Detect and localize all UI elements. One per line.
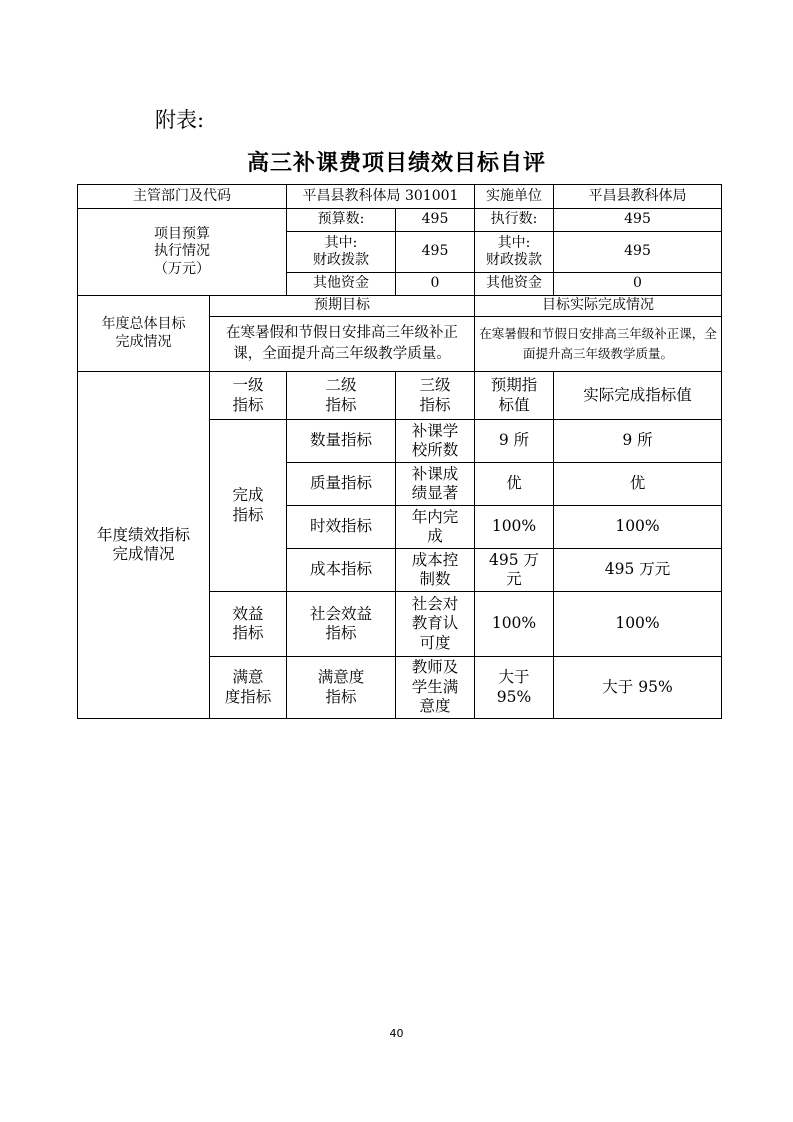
- row-level2: 成本指标: [287, 549, 396, 592]
- row-actual: 9 所: [554, 420, 722, 463]
- col-expected-header: 预期指 标值: [475, 372, 554, 420]
- col-level1-header: 一级 指标: [210, 372, 287, 420]
- group-output: 完成 指标: [210, 420, 287, 592]
- group-benefit: 效益 指标: [210, 592, 287, 657]
- col-level3-header: 三级 指标: [396, 372, 475, 420]
- expected-goal-text: 在寒暑假和节假日安排高三年级补正课，全面提升高三年级教学质量。: [210, 317, 475, 372]
- actual-goal-header: 目标实际完成情况: [475, 296, 722, 317]
- other-funds-label: 其他资金: [287, 273, 396, 296]
- of-which-value: 495: [396, 232, 475, 273]
- dept-value: 平昌县教科体局 301001: [287, 185, 475, 209]
- budget-label: 项目预算 执行情况 （万元）: [78, 209, 287, 296]
- budget-num-value: 495: [396, 209, 475, 232]
- row-level3: 成本控 制数: [396, 549, 475, 592]
- other-funds-value: 0: [396, 273, 475, 296]
- row-level3: 教师及 学生满 意度: [396, 657, 475, 719]
- row-level2: 质量指标: [287, 463, 396, 506]
- of-which-label-actual: 其中: 财政拨款: [475, 232, 554, 273]
- budget-num-label: 预算数:: [287, 209, 396, 232]
- col-level2-header: 二级 指标: [287, 372, 396, 420]
- row-expected: 优: [475, 463, 554, 506]
- row-level2: 社会效益 指标: [287, 592, 396, 657]
- row-level3: 社会对 教育认 可度: [396, 592, 475, 657]
- row-level3: 补课学 校所数: [396, 420, 475, 463]
- row-expected: 100%: [475, 592, 554, 657]
- row-actual: 100%: [554, 506, 722, 549]
- page-title: 高三补课费项目绩效目标自评: [246, 150, 546, 176]
- row-level2: 时效指标: [287, 506, 396, 549]
- row-expected: 大于 95%: [475, 657, 554, 719]
- impl-value: 平昌县教科体局: [554, 185, 722, 209]
- impl-label: 实施单位: [475, 185, 554, 209]
- perf-label: 年度绩效指标 完成情况: [78, 372, 210, 719]
- row-expected: 9 所: [475, 420, 554, 463]
- performance-table: [77, 184, 722, 719]
- group-satisfaction: 满意 度指标: [210, 657, 287, 719]
- row-level2: 数量指标: [287, 420, 396, 463]
- row-level2: 满意度 指标: [287, 657, 396, 719]
- other-funds-label-actual: 其他资金: [475, 273, 554, 296]
- of-which-value-actual: 495: [554, 232, 722, 273]
- row-actual: 优: [554, 463, 722, 506]
- row-level3: 补课成 绩显著: [396, 463, 475, 506]
- appendix-heading: 附表:: [155, 108, 205, 132]
- of-which-label: 其中: 财政拨款: [287, 232, 396, 273]
- page-number: 40: [389, 1027, 404, 1040]
- dept-label: 主管部门及代码: [78, 185, 287, 209]
- exec-num-label: 执行数:: [475, 209, 554, 232]
- exec-num-value: 495: [554, 209, 722, 232]
- row-actual: 100%: [554, 592, 722, 657]
- actual-goal-text: 在寒暑假和节假日安排高三年级补正课，全面提升高三年级教学质量。: [475, 317, 722, 372]
- row-actual: 大于 95%: [554, 657, 722, 719]
- row-level3: 年内完 成: [396, 506, 475, 549]
- col-actual-header: 实际完成指标值: [554, 372, 722, 420]
- expected-goal-header: 预期目标: [210, 296, 475, 317]
- annual-goal-label: 年度总体目标 完成情况: [78, 296, 210, 372]
- other-funds-value-actual: 0: [554, 273, 722, 296]
- row-actual: 495 万元: [554, 549, 722, 592]
- row-expected: 100%: [475, 506, 554, 549]
- row-expected: 495 万 元: [475, 549, 554, 592]
